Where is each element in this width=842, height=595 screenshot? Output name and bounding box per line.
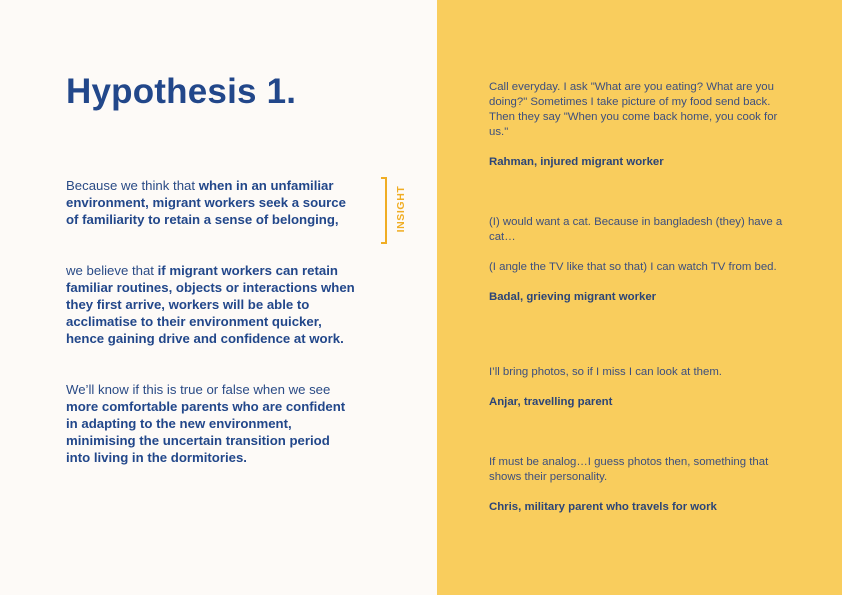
premise-lead: Because we think that bbox=[66, 178, 199, 193]
quote-block bbox=[489, 80, 799, 170]
quote-text: (I angle the TV like that so that) I can watch TV from bed. bbox=[489, 261, 777, 273]
hypothesis-belief bbox=[66, 262, 356, 347]
quote-text: If must be analog…I guess photos then, something that shows their personality. bbox=[489, 456, 769, 483]
quote-block bbox=[489, 215, 799, 305]
hypothesis-validation bbox=[66, 381, 356, 466]
validation-lead: We’ll know if this is true or false when we see bbox=[66, 382, 331, 397]
insight-label: INSIGHT bbox=[395, 185, 407, 233]
quote-block bbox=[489, 365, 799, 410]
belief-emphasis: if migrant workers can retain familiar routines, objects or interactions when they first arrive, workers will be able to acclimatise to their environment quicker, hence gaining drive and confidence at work. bbox=[66, 263, 355, 346]
hypothesis-premise bbox=[66, 177, 356, 228]
quote-text: (I) would want a cat. Because in bangladesh (they) have a cat… bbox=[489, 216, 783, 243]
quote-attribution: Rahman, injured migrant worker bbox=[489, 156, 664, 168]
validation-emphasis: more comfortable parents who are confident in adapting to the new environment, minimising the uncertain transition period into living in the dormitories. bbox=[66, 399, 346, 465]
quote-attribution: Badal, grieving migrant worker bbox=[489, 291, 657, 303]
page-title: Hypothesis 1. bbox=[66, 72, 297, 111]
insight-bracket bbox=[381, 177, 387, 244]
belief-lead: we believe that bbox=[66, 263, 158, 278]
premise-emphasis: when in an unfamiliar environment, migrant workers seek a source of familiarity to retain a sense of belonging, bbox=[66, 178, 346, 227]
quote-attribution: Anjar, travelling parent bbox=[489, 396, 613, 408]
quote-attribution: Chris, military parent who travels for work bbox=[489, 501, 717, 513]
quote-text: I’ll bring photos, so if I miss I can look at them. bbox=[489, 366, 722, 378]
quote-text: Call everyday. I ask "What are you eating? What are you doing?" Sometimes I take picture of my food send back. Then they say "When you come back home, you cook for us." bbox=[489, 81, 778, 138]
quote-block bbox=[489, 455, 799, 515]
